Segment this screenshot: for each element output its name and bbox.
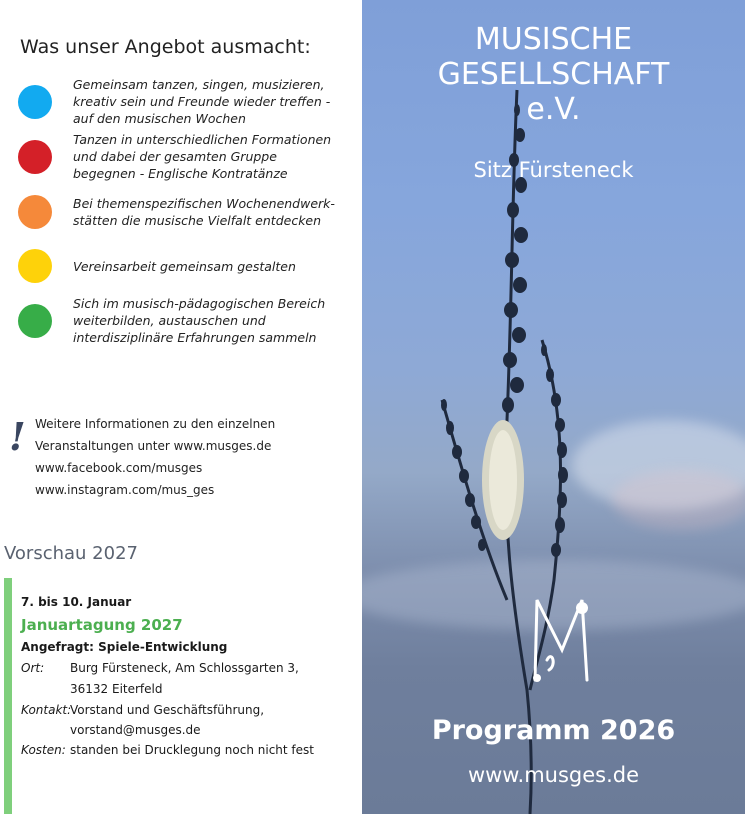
- yellow-dot-icon: [18, 249, 52, 283]
- offer-item: [18, 76, 348, 127]
- accent-bar: [4, 578, 12, 814]
- preview-heading: Vorschau 2027: [4, 543, 138, 564]
- ort-value: 36132 Eiterfeld: [70, 682, 163, 696]
- event-date: 7. bis 10. Januar: [21, 595, 132, 609]
- offer-item: [18, 195, 348, 229]
- organization-title: [362, 22, 745, 127]
- exclamation-icon: !: [9, 414, 26, 459]
- musges-logo: [527, 590, 597, 685]
- offer-heading: Was unser Angebot ausmacht:: [20, 36, 311, 58]
- offer-text: Tanzen in unterschiedlichen Formationen und dabei der gesamten Gruppe begegnen - Englische Kontratänze: [73, 132, 332, 181]
- program-title: Programm 2026: [431, 715, 676, 746]
- offer-text: Gemeinsam tanzen, singen, musizieren, kreativ sein und Freunde wieder treffen - auf den musischen Wochen: [73, 77, 331, 126]
- offer-item: [18, 295, 348, 346]
- offer-item: [18, 249, 348, 283]
- offer-item: [18, 131, 348, 182]
- orange-dot-icon: [18, 195, 52, 229]
- event-subtitle: Angefragt: Spiele-Entwicklung: [21, 640, 228, 654]
- left-panel: [0, 0, 362, 814]
- kosten-label: Kosten:: [21, 743, 66, 757]
- title-line: MUSISCHE: [474, 22, 633, 57]
- website-link[interactable]: www.musges.de: [467, 763, 640, 787]
- title-line: e.V.: [526, 92, 581, 127]
- title-line: GESELLSCHAFT: [437, 57, 670, 92]
- info-block: [35, 413, 275, 501]
- kontakt-value: Vorstand und Geschäftsführung,: [70, 703, 265, 717]
- kosten-value: standen bei Drucklegung noch nicht fest: [70, 743, 314, 757]
- green-dot-icon: [18, 304, 52, 338]
- kontakt-label: Kontakt:: [21, 703, 72, 717]
- ort-label: Ort:: [21, 661, 45, 675]
- ort-value: Burg Fürsteneck, Am Schlossgarten 3,: [70, 661, 299, 675]
- cover-panel: [362, 0, 745, 814]
- blue-dot-icon: [18, 85, 52, 119]
- event-title: Januartagung 2027: [21, 616, 183, 634]
- red-dot-icon: [18, 140, 52, 174]
- info-link[interactable]: Veranstaltungen unter www.musges.de: [35, 439, 272, 453]
- offer-text: Sich im musisch-pädagogischen Bereich weiterbilden, austauschen und interdisziplinäre Erfahrungen sammeln: [73, 296, 326, 345]
- offer-text: Vereinsarbeit gemeinsam gestalten: [73, 258, 296, 274]
- facebook-link[interactable]: www.facebook.com/musges: [35, 461, 203, 475]
- instagram-link[interactable]: www.instagram.com/mus_ges: [35, 483, 215, 497]
- offer-text: Bei themenspezifischen Wochenendwerk-stätten die musische Vielfalt entdecken: [73, 196, 335, 228]
- kontakt-email[interactable]: vorstand@musges.de: [70, 723, 201, 737]
- organization-subtitle: Sitz Fürsteneck: [473, 158, 634, 182]
- info-line: Weitere Informationen zu den einzelnen: [35, 417, 276, 431]
